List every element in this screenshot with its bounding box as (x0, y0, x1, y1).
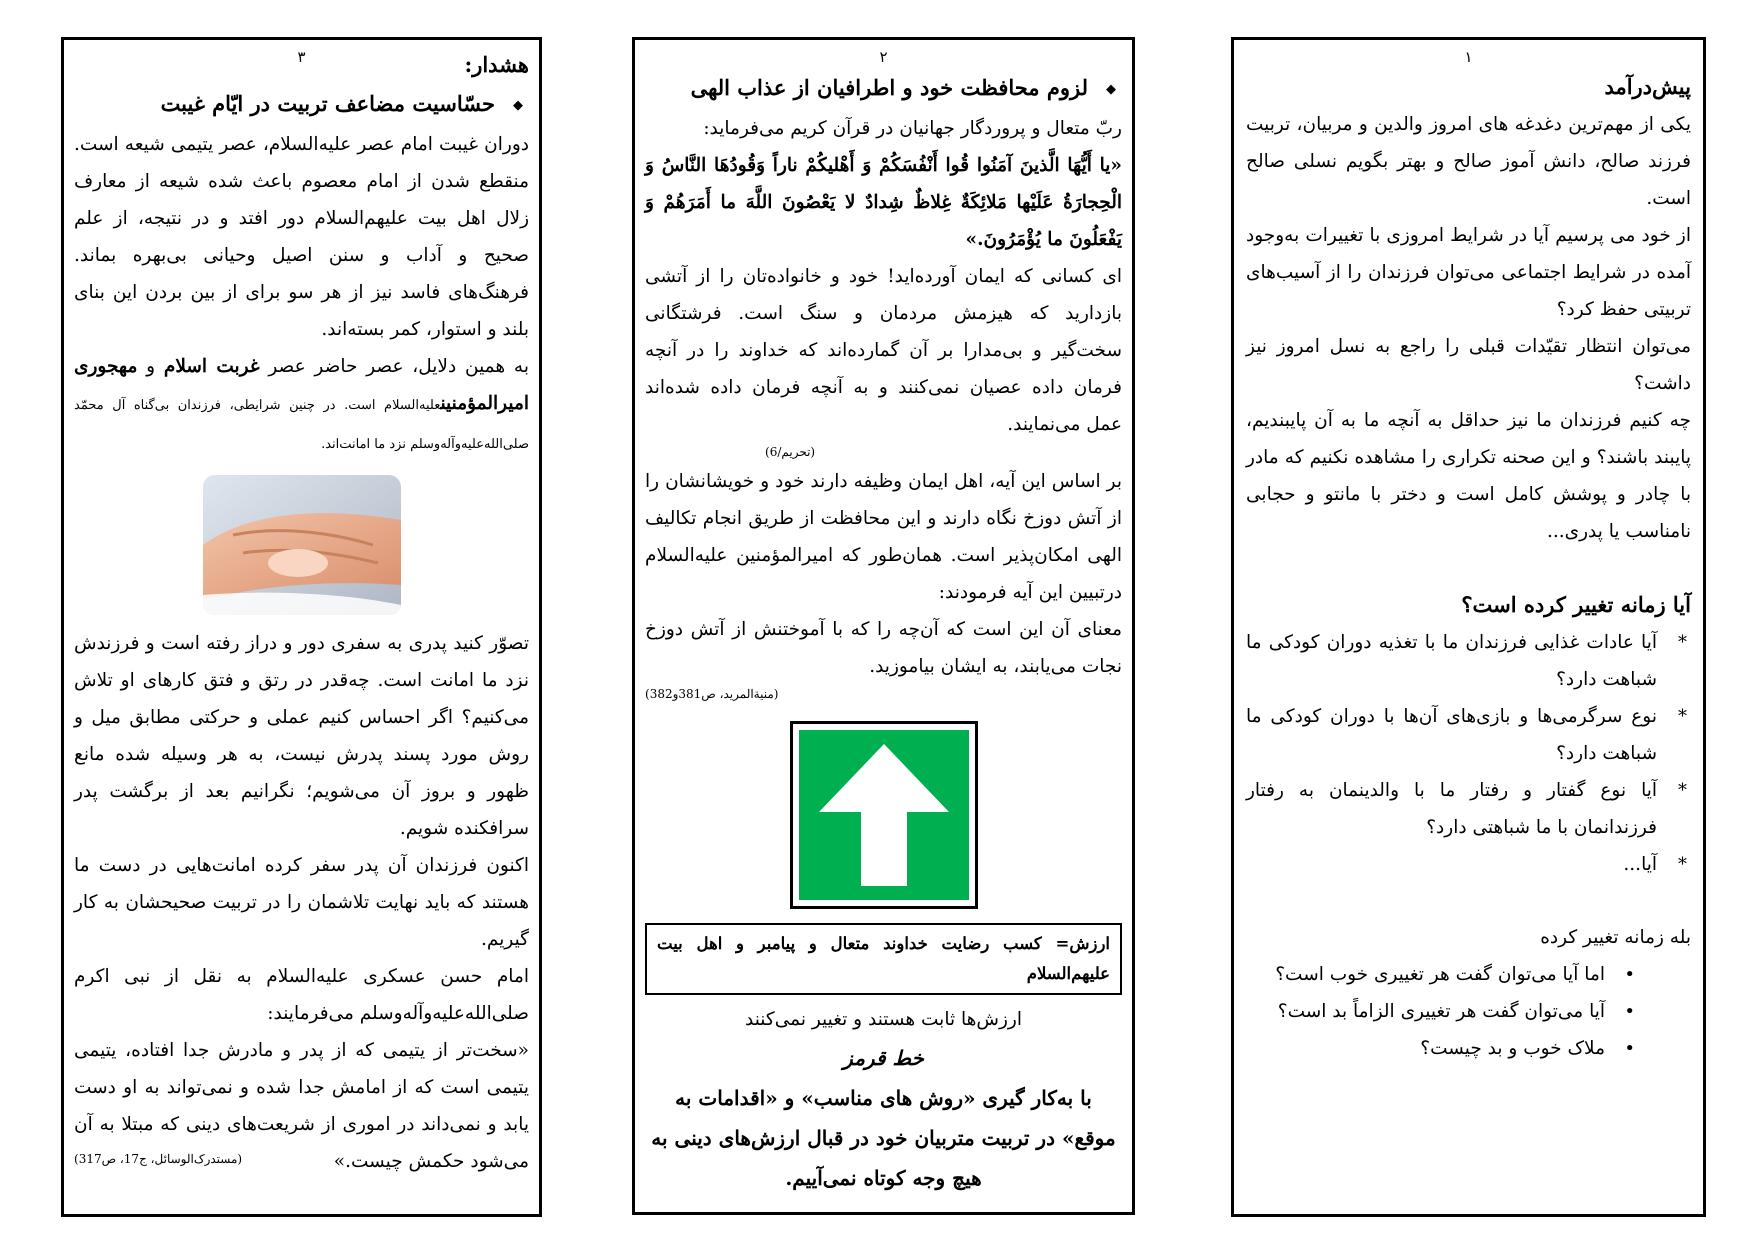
asterisk-icon: * (1678, 632, 1687, 653)
paragraph: به همین دلایل، عصر حاضر عصر غربت اسلام و مهجوری امیرالمؤمنینعلیه‌السلام است. در چنین شرایطی، فرزندان بی‌گناه آل محمّد صلی‌الله‌علیه‌وآله‌وسلم نزد ما امانت‌اند. (74, 355, 529, 452)
panel-3 (61, 37, 542, 1217)
subheading: آیا زمانه تغییر کرده است؟ (1461, 592, 1691, 617)
diamond-bullet-icon: ◆ (513, 97, 523, 113)
section-heading: ◆لزوم محافظت خود و اطرافیان از عذاب الهی (690, 75, 1116, 100)
hadith: معنای آن این است که آن‌چه را که با آموختنش از آتش دوزخ نجات می‌یابند، به ایشان بیاموزید. (645, 618, 1122, 677)
asterisk-icon: * (1678, 780, 1687, 801)
paragraph: یکی از مهم‌ترین دغدغه های امروز والدین و مربیان، تربیت فرزند صالح، دانش آموز صالح و بهتر بگویم نسلی صالح است. (1246, 114, 1691, 209)
paragraph: امام حسن عسکری علیه‌السلام به نقل از نبی اکرم صلی‌الله‌علیه‌وآله‌وسلم می‌فرمایند: (74, 965, 529, 1024)
paragraph: تصوّر کنید پدری به سفری دور و دراز رفته است و فرزندش نزد ما امانت است. چه‌قدر در رتق و فتق کارهای او تلاش می‌کنیم؟ اگر احساس کنیم عملی و حرکتی مطابق میل و روش مورد پسند پدرش نیست، به هر وسیله شده مانع ظهور و بروز آن می‌شویم؛ نگرانیم بعد از برگشت پدر سرافکنده شویم. (74, 632, 529, 839)
red-line-title: خط قرمز (843, 1045, 924, 1070)
value-box: ارزش= کسب رضایت خداوند متعال و پیامبر و اهل بیت علیهم‌السلام (645, 923, 1122, 995)
quote: «سخت‌تر از یتیمی که از پدر و مادرش جدا افتاده، یتیمی یتیمی است که از امامش جدا شده و نمی‌تواند به او دست یابد و نمی‌داند در اموری از شریعت‌های دینی که مبتلا به آن می‌شود حکمش چیست.» (74, 1039, 529, 1172)
paragraph: دوران غیبت امام عصر علیه‌السلام، عصر یتیمی شیعه است. منقطع شدن از امام معصوم باعث شده شیعه از معارف زلال اهل بیت علیهم‌السلام دور افتد و در نتیجه، از علم صحیح و آداب و سنن اصیل وحیانی بی‌بهره بماند. فرهنگ‌های فاسد نیز از هر سو برای از بین بردن این بنای بلند و استوار، کمر بسته‌اند. (74, 133, 529, 340)
conclusion-text: با به‌کار گیری «روش های مناسب» و «اقدامات به موقع» در تربیت متربیان خود در قبال ارزش‌های دینی به هیچ وجه کوتاه نمی‌آییم. (651, 1085, 1116, 1190)
paragraph: از خود می پرسیم آیا در شرایط امروزی با تغییرات به‌وجود آمده در شرایط اجتماعی می‌توان فرزندان را از آسیب‌های تربیتی حفظ کرد؟ (1246, 225, 1691, 320)
page-number: ١ (1464, 48, 1473, 66)
list-item: * نوع سرگرمی‌ها و بازی‌های آن‌ها با دوران کودکی ما شباهت دارد؟ (1246, 698, 1691, 772)
list-item: • آیا می‌توان گفت هر تغییری الزاماً بد است؟ (1246, 993, 1639, 1030)
list-item: * آیا عادات غذایی فرزندان ما با تغذیه دوران کودکی ما شباهت دارد؟ (1246, 624, 1691, 698)
citation: (منیة‌المرید، ص381و382) (645, 686, 779, 701)
page-number: ٣ (297, 48, 306, 66)
section-heading: ◆حسّاسیت مضاعف تربیت در ایّام غیبت (160, 91, 523, 116)
quran-verse: «یا أَیُّهَا الَّذینَ آمَنُوا قُوا أَنْفُسَکُمْ وَ أَهْلیکُمْ ناراً وَقُودُهَا النَّاسُ وَ الْحِجارَةُ عَلَیْها مَلائِکَةٌ غِلاظٌ شِدادٌ لا یَعْصُونَ اللَّهَ ما أَمَرَهُمْ وَ یَفْعَلُونَ ما یُؤْمَرُونَ.» (645, 154, 1122, 250)
list-item: * آیا... (1246, 846, 1691, 883)
asterisk-icon: * (1678, 706, 1687, 727)
bullet-icon: • (1624, 1001, 1635, 1022)
question-list (1246, 624, 1691, 883)
diamond-bullet-icon: ◆ (1106, 81, 1116, 97)
up-arrow-icon (799, 730, 969, 900)
paragraph: می‌توان انتظار تقیّدات قبلی را راجع به نسل امروز نیز داشت؟ (1246, 336, 1691, 394)
fixed-values-text: ارزش‌ها ثابت هستند و تغییر نمی‌کنند (745, 1008, 1022, 1030)
section-heading: پیش‌درآمد (1604, 74, 1691, 99)
up-arrow-sign (790, 721, 978, 909)
warning-label: هشدار: (464, 52, 529, 77)
answer-list (1246, 956, 1691, 1067)
answer-intro: بله زمانه تغییر کرده (1540, 927, 1691, 948)
bullet-icon: • (1624, 1038, 1635, 1059)
paragraph: اکنون فرزندان آن پدر سفر کرده امانت‌هایی در دست ما هستند که باید نهایت تلاشمان را در تربیت صحیحشان به کار گیریم. (74, 854, 529, 950)
paragraph: چه کنیم فرزندان ما نیز حداقل به آنچه ما به آن پایبندیم، پایبند باشند؟ و این صحنه تکراری را مشاهده نکنیم که مادر با چادر و پوشش کامل است و دختر با مانتو و حجابی نامناسب یا پدری... (1246, 410, 1691, 542)
list-item: * آیا نوع گفتار و رفتار ما با والدینمان به رفتار فرزندانمان با ما شباهتی دارد؟ (1246, 772, 1691, 846)
citation: (تحریم/6) (765, 444, 816, 459)
asterisk-icon: * (1678, 854, 1687, 875)
citation: (مستدرک‌الوسائل، ج17، ص317) (74, 1151, 243, 1166)
list-item: • ملاک خوب و بد چیست؟ (1246, 1030, 1639, 1067)
panel-2 (632, 37, 1135, 1215)
bullet-icon: • (1624, 964, 1635, 985)
hands-photo (203, 475, 401, 615)
list-item: • اما آیا می‌توان گفت هر تغییری خوب است؟ (1246, 956, 1639, 993)
page-number: ٢ (879, 48, 888, 66)
translation: ای کسانی که ایمان آورده‌اید! خود و خانواده‌تان را از آتشی بازدارید که هیزمش مردمان و سنگ است. فرشتگانی سخت‌گیر و بی‌مدارا بر آن گمارده‌اند که خداوند را در آنچه فرمان داده عصیان نمی‌کنند و به آنچه فرمان داده شده‌اند عمل می‌نمایند. (645, 265, 1122, 435)
panel-1 (1231, 37, 1706, 1217)
intro-text: ربّ متعال و پروردگار جهانیان در قرآن کریم می‌فرماید: (703, 117, 1122, 139)
explanation: بر اساس این آیه، اهل ایمان وظیفه دارند خود و خویشانشان را از آتش دوزخ نگاه دارند و این محافظت از طریق انجام تکالیف الهی امکان‌پذیر است. همان‌طور که امیرالمؤمنین علیه‌السلام درتبیین این آیه فرمودند: (645, 470, 1122, 603)
